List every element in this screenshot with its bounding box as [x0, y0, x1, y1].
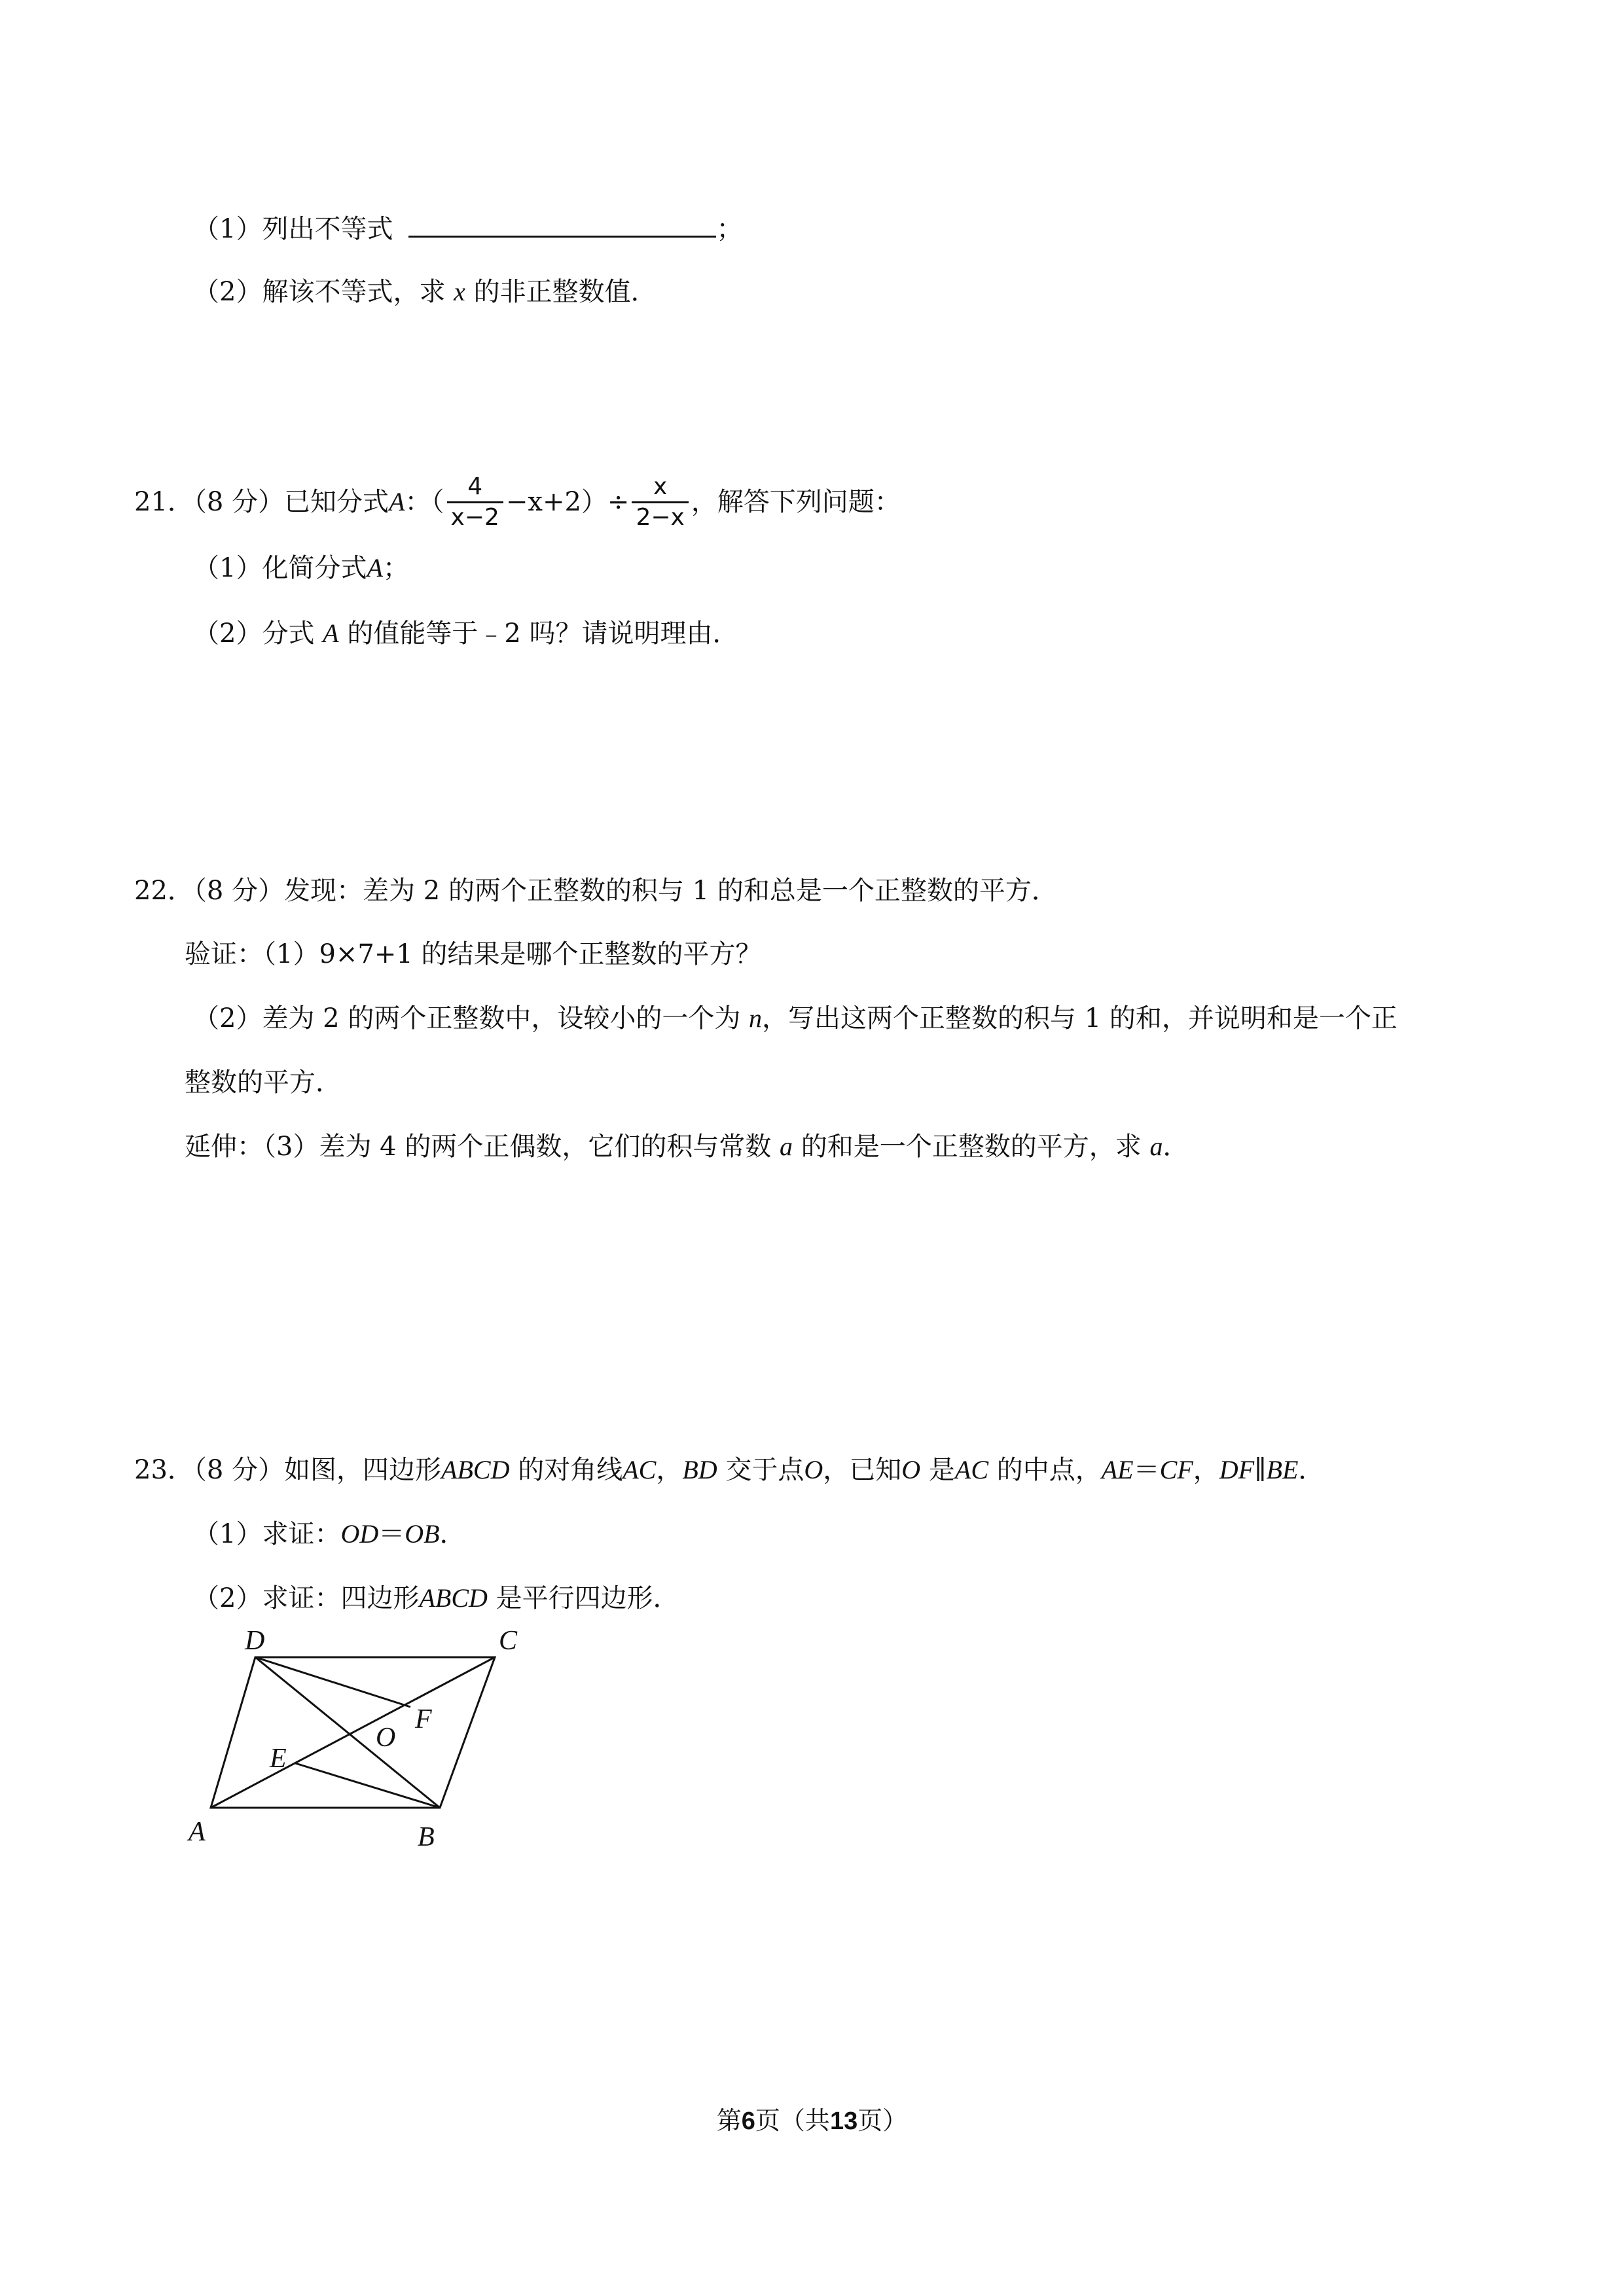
q22-part2-cont: 整数的平方． — [185, 1067, 342, 1098]
label-o: O — [376, 1723, 396, 1753]
fraction-4-over-x-minus-2: $\frac{4}{x-2}$ — [447, 473, 503, 532]
q22-extend: 延伸：（3）差为 4 的两个正偶数，它们的积与常数 a 的和是一个正整数的平方，求 a． — [185, 1132, 1189, 1162]
label-f: F — [415, 1704, 432, 1734]
q23-header: 23．（8 分）如图，四边形ABCD 的对角线AC，BD 交于点O，已知O 是AC 的中点，AE＝CF，DF∥BE． — [134, 1455, 1325, 1485]
parallelogram-figure — [177, 1630, 543, 1865]
q20-part1-label: （1）列出不等式 — [193, 214, 393, 244]
q21-part2: （2）分式 A 的值能等于﹣2 吗？请说明理由． — [193, 619, 739, 649]
q22-header: 22．（8 分）发现：差为 2 的两个正整数的积与 1 的和总是一个正整数的平方． — [134, 876, 1058, 906]
segment-be — [295, 1763, 440, 1808]
q20-part2: （2）解该不等式，求 x 的非正整数值． — [193, 277, 657, 307]
label-d: D — [245, 1630, 265, 1656]
label-e: E — [270, 1744, 287, 1774]
diagonal-bd — [255, 1657, 440, 1808]
q22-verify: 验证：（1）9×7+1 的结果是哪个正整数的平方？ — [185, 939, 762, 969]
diagonal-ac — [211, 1657, 495, 1808]
total-pages: 13 — [829, 2108, 858, 2135]
label-a: A — [189, 1817, 206, 1847]
figure-lines — [211, 1657, 495, 1808]
answer-blank[interactable] — [408, 211, 716, 238]
q21-part1: （1）化简分式A； — [193, 553, 409, 583]
segment-df — [255, 1657, 410, 1707]
q20-part1: （1）列出不等式 ； — [193, 211, 742, 246]
label-c: C — [499, 1630, 518, 1656]
label-b: B — [418, 1822, 435, 1852]
q23-part2: （2）求证：四边形ABCD 是平行四边形． — [193, 1583, 679, 1613]
page-number: 6 — [741, 2108, 755, 2135]
q23-part1: （1）求证：OD＝OB． — [193, 1519, 466, 1549]
fraction-x-over-2-minus-x: $\frac{x}{2-x}$ — [632, 473, 688, 532]
page-footer: 第6页（共13页） — [716, 2106, 908, 2135]
q21-header: 21．（8 分）已知分式 A ：（ $\frac{4}{x-2}$ −x+2）÷ $\frac{x}{2-x}$ ，解答下列问题： — [134, 473, 901, 531]
q22-part2: （2）差为 2 的两个正整数中，设较小的一个为 n，写出这两个正整数的积与 1 的和，并说明和是一个正 — [193, 1003, 1398, 1033]
